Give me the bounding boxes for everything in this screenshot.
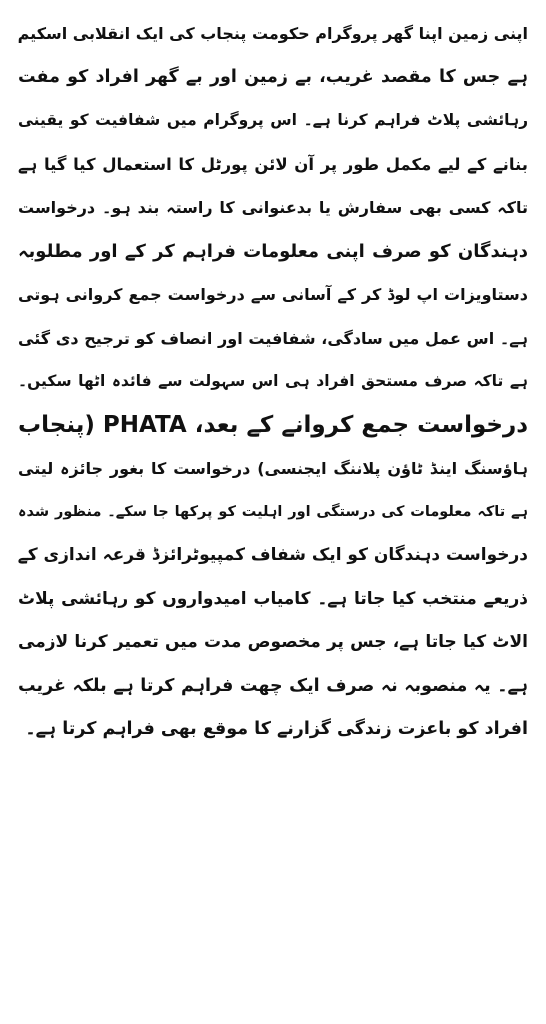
text-line: اپنی زمین اپنا گھر پروگرام حکومت پنجاب کی ایک انقلابی اسکیم — [18, 24, 528, 43]
text-line: دستاویزات اپ لوڈ کر کے آسانی سے درخواست جمع کروانی ہوتی — [18, 285, 528, 304]
text-line: الاٹ کیا جاتا ہے، جس پر مخصوص مدت میں تعمیر کرنا لازمی — [18, 632, 528, 652]
text-line: ہے تاکہ صرف مستحق افراد ہی اس سہولت سے فائدہ اٹھا سکیں۔ — [18, 372, 528, 390]
text-line: ہاؤسنگ اینڈ ٹاؤن پلاننگ ایجنسی) درخواست کا بغور جائزہ لیتی — [18, 459, 528, 478]
text-line: افراد کو باعزت زندگی گزارنے کا موقع بھی فراہم کرتا ہے۔ — [25, 719, 528, 739]
text-line: ہے تاکہ معلومات کی درستگی اور اہلیت کو پرکھا جا سکے۔ منظور شدہ — [18, 503, 528, 520]
text-line: ہے۔ یہ منصوبہ نہ صرف ایک چھت فراہم کرتا ہے بلکہ غریب — [18, 675, 528, 696]
text-line: بنانے کے لیے مکمل طور پر آن لائن پورٹل کا استعمال کیا گیا ہے — [18, 154, 528, 174]
text-line: دہندگان کو صرف اپنی معلومات فراہم کر کے اور مطلوبہ — [18, 240, 528, 262]
text-line: ہے جس کا مقصد غریب، بے زمین اور بے گھر افراد کو مفت — [18, 66, 528, 87]
text-line: رہائشی پلاٹ فراہم کرنا ہے۔ اس پروگرام میں شفافیت کو یقینی — [18, 111, 528, 129]
urdu-paragraph — [18, 12, 528, 752]
text-line: ہے۔ اس عمل میں سادگی، شفافیت اور انصاف کو ترجیح دی گئی — [18, 328, 528, 348]
text-line: درخواست جمع کروانے کے بعد، PHATA (پنجاب — [18, 411, 528, 438]
text-line: درخواست دہندگان کو ایک شفاف کمپیوٹرائزڈ قرعہ اندازی کے — [18, 545, 528, 565]
text-line: ذریعے منتخب کیا جاتا ہے۔ کامیاب امیدواروں کو رہائشی پلاٹ — [18, 588, 528, 609]
text-line: تاکہ کسی بھی سفارش یا بدعنوانی کا راستہ بند ہو۔ درخواست — [18, 198, 528, 217]
